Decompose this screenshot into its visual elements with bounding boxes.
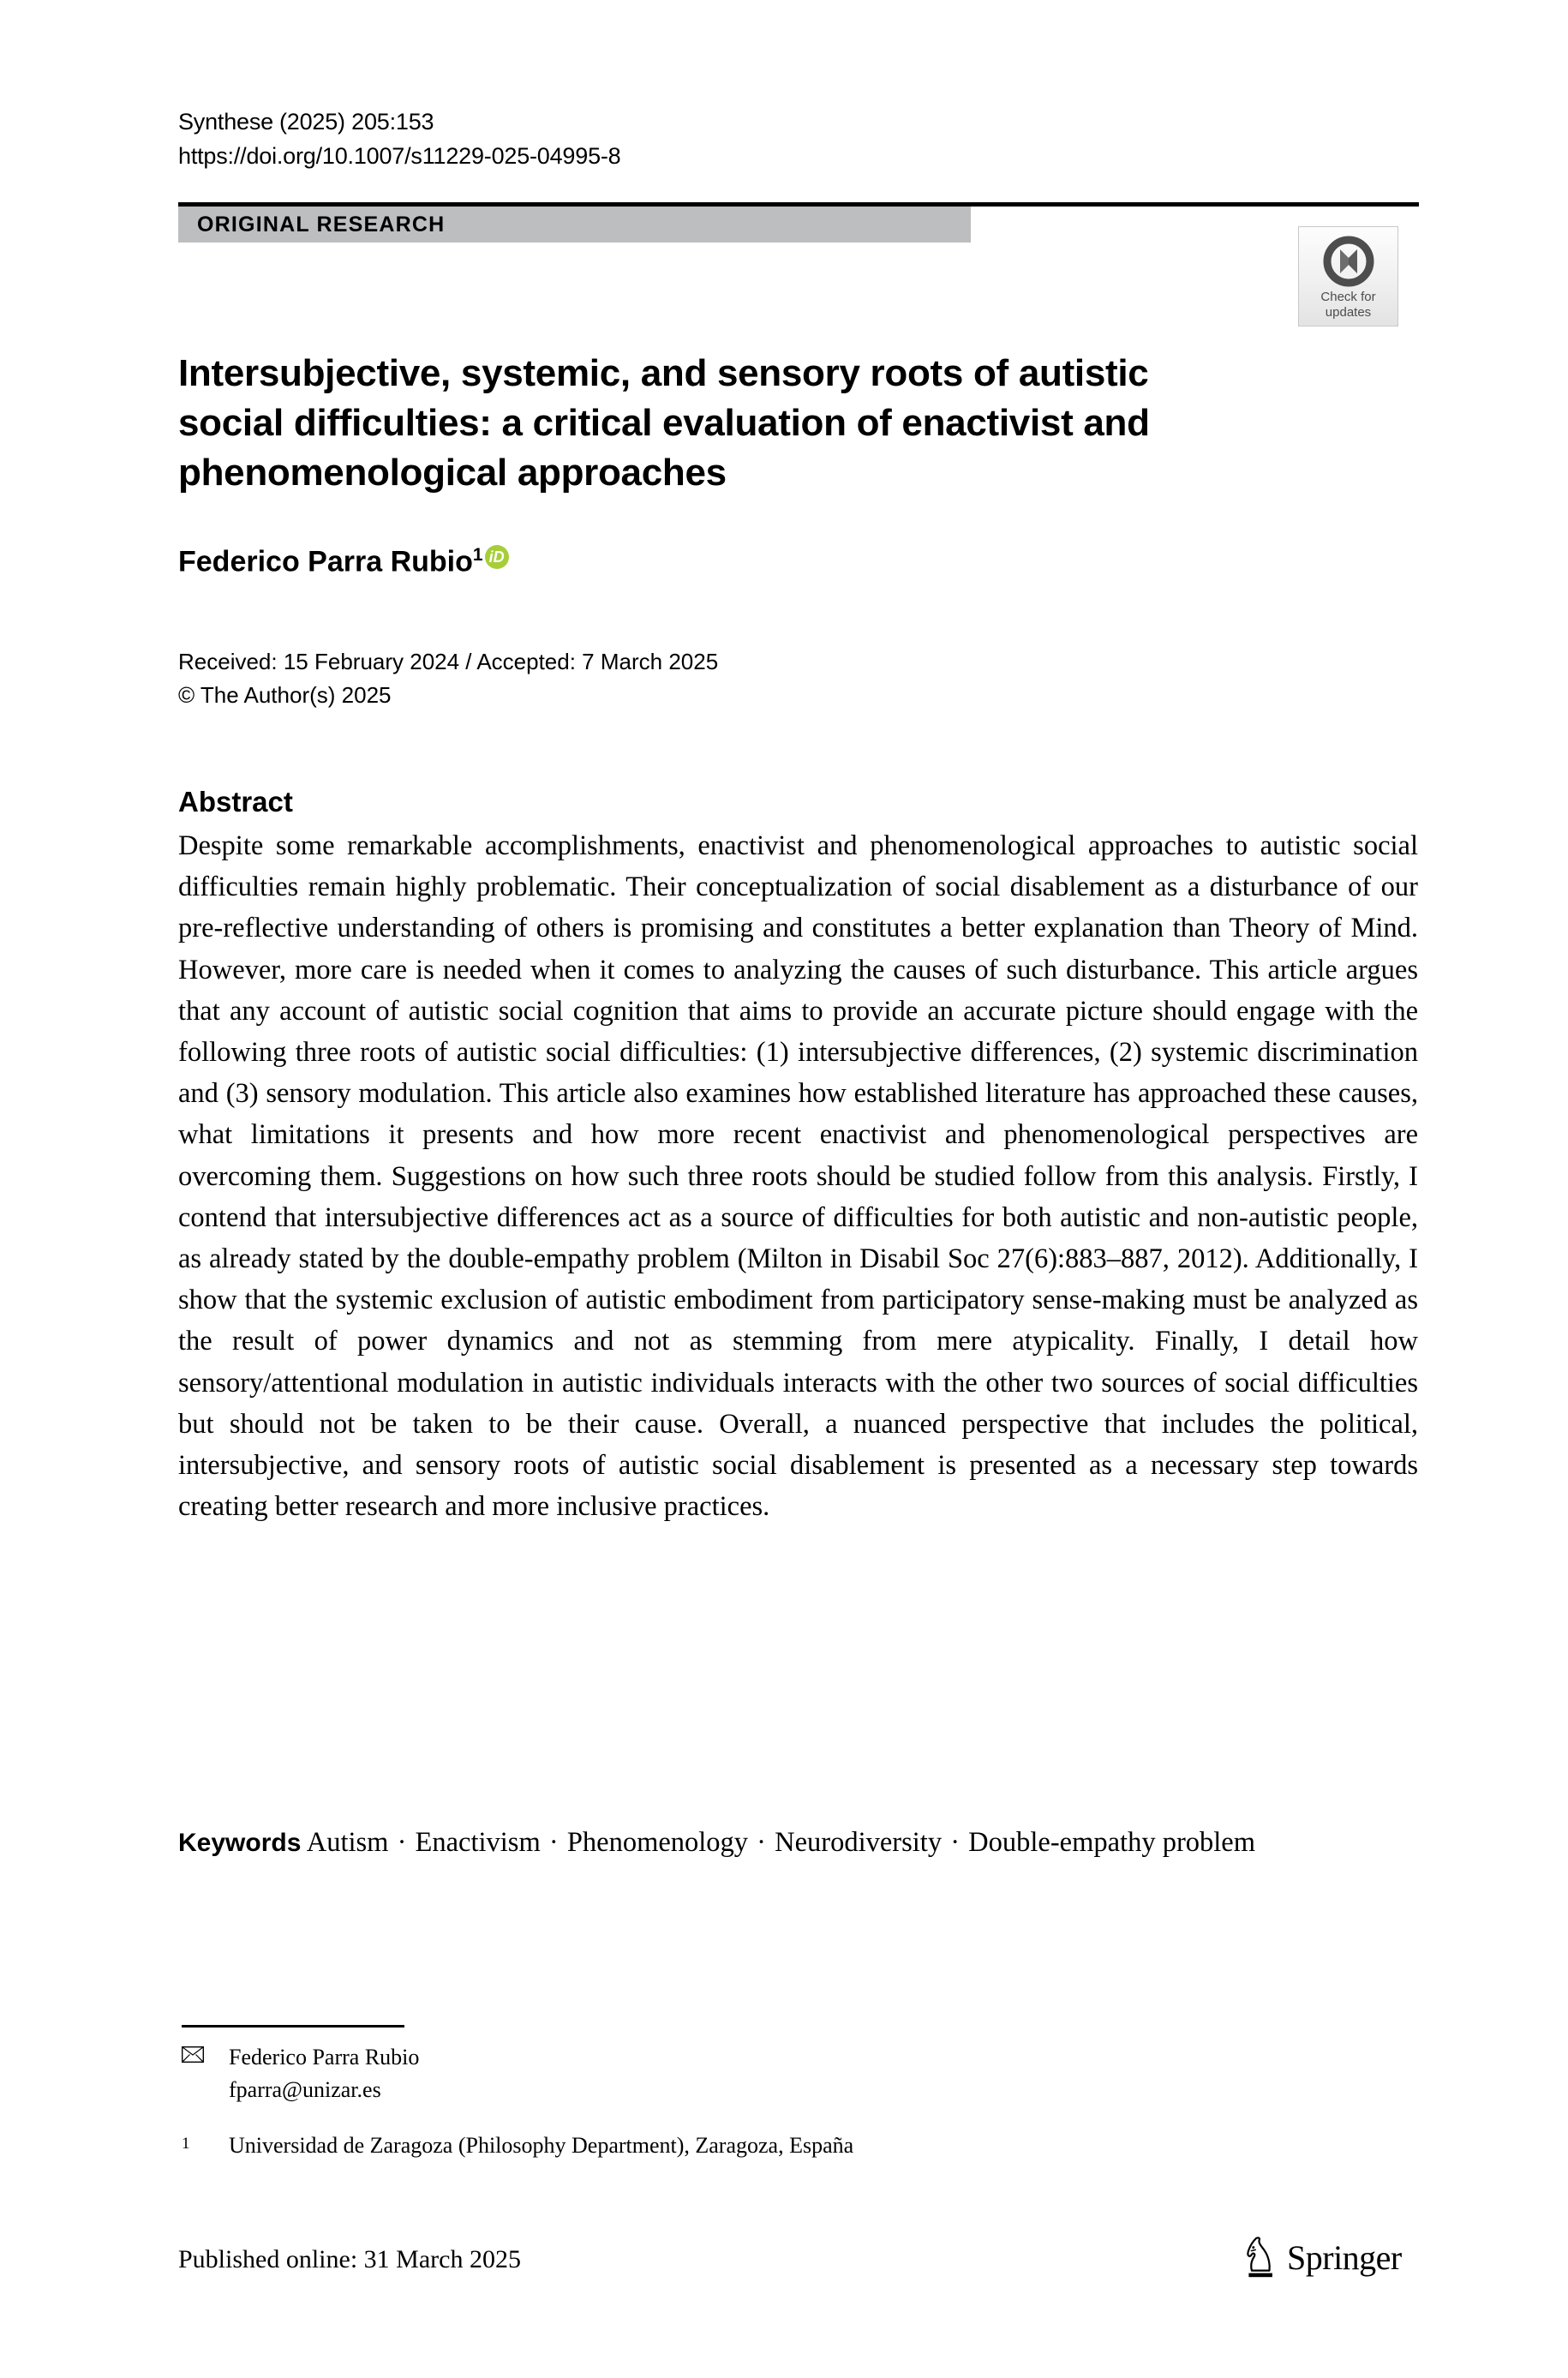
author-affiliation-marker: 1 <box>472 545 483 565</box>
check-for-updates-badge[interactable] <box>1298 226 1398 326</box>
orcid-icon[interactable] <box>485 545 509 569</box>
affiliation-text: Universidad de Zaragoza (Philosophy Department), Zaragoza, España <box>229 2133 854 2158</box>
keyword-separator: · <box>943 1827 967 1858</box>
keywords-block <box>178 1822 1418 1864</box>
abstract-heading: Abstract <box>178 786 293 818</box>
author-byline <box>178 536 509 580</box>
publication-dates <box>178 645 718 712</box>
journal-volume-info: (2025) 205:153 <box>279 109 434 135</box>
crossmark-label-line1: Check for <box>1320 290 1376 304</box>
check-for-updates-label <box>1299 290 1397 320</box>
affiliation-marker: 1 <box>182 2135 190 2153</box>
received-accepted-line: Received: 15 February 2024 / Accepted: 7 March 2025 <box>178 649 719 674</box>
corresponding-author-note <box>182 2041 419 2106</box>
keyword-item[interactable]: Phenomenology <box>566 1827 749 1858</box>
section-type-label: ORIGINAL RESEARCH <box>197 213 446 237</box>
corresponding-author-email[interactable]: fparra@unizar.es <box>229 2077 381 2102</box>
affiliation-note <box>182 2129 1210 2162</box>
crossmark-label-line2: updates <box>1325 305 1372 320</box>
keyword-item[interactable]: Neurodiversity <box>775 1827 943 1858</box>
author-name: Federico Parra Rubio <box>178 545 473 578</box>
keyword-separator: · <box>750 1827 774 1858</box>
keywords-label: Keywords <box>178 1829 302 1857</box>
springer-knight-icon <box>1244 2235 1278 2279</box>
journal-header <box>178 105 621 173</box>
published-online-line: Published online: 31 March 2025 <box>178 2245 521 2273</box>
keyword-separator: · <box>390 1827 414 1858</box>
journal-name: Synthese <box>178 109 273 135</box>
abstract-text: Despite some remarkable accomplishments, enactivist and phenomenological approaches to autistic social difficulties remain highly problematic. Their conceptualization of social disablement as a disturbance of our pre-reflective understanding of others is promising and constitutes a better explanation than Theory of Mind. However, more care is needed when it comes to analyzing the causes of such disturbance. This article argues that any account of autistic social cognition that aims to provide an accurate picture should engage with the following three roots of autistic social difficulties: (1) intersubjective differences, (2) systemic discrimination and (3) sensory modulation. This article also examines how established literature has approached these causes, what limitations it presents and how more recent enactivist and phenomenological perspectives are overcoming them. Suggestions on how such three roots should be studied follow from this analysis. Firstly, I contend that intersubjective differences act as a source of difficulties for both autistic and non-autistic people, as already stated by the double-empathy problem (Milton in Disabil Soc 27(6):883–887, 2012). Additionally, I show that the systemic exclusion of autistic embodiment from participatory sense-making must be analyzed as the result of power dynamics and not as stemming from mere atypicality. Finally, I detail how sensory/attentional modulation in autistic individuals interacts with the other two sources of social difficulties but should not be taken to be their cause. Overall, a nuanced perspective that includes the political, intersubjective, and sensory roots of autistic social disablement is presented as a necessary step towards creating better research and more inclusive practices. <box>178 830 1418 1523</box>
footnote-separator <box>182 2025 404 2028</box>
corresponding-author-name: Federico Parra Rubio <box>229 2045 420 2070</box>
springer-logo <box>1244 2233 1402 2281</box>
orcid-icon-label: iD <box>488 548 505 566</box>
keywords-list <box>301 1827 1255 1858</box>
keyword-separator: · <box>542 1827 566 1858</box>
keyword-item[interactable]: Autism <box>301 1827 389 1858</box>
keyword-item[interactable]: Double-empathy problem <box>968 1827 1255 1858</box>
section-type-banner <box>178 207 971 243</box>
envelope-icon <box>182 2046 204 2063</box>
journal-citation-line <box>178 105 621 139</box>
copyright-line: © The Author(s) 2025 <box>178 682 392 708</box>
doi-link[interactable]: https://doi.org/10.1007/s11229-025-04995-8 <box>178 143 621 169</box>
keyword-item[interactable]: Enactivism <box>415 1827 541 1858</box>
springer-wordmark: Springer <box>1287 2237 1402 2277</box>
crossmark-icon <box>1322 235 1375 288</box>
article-title: Intersubjective, systemic, and sensory roots of autistic social difficulties: a critical evaluation of enactivist and phenomenological approaches <box>178 352 1150 494</box>
